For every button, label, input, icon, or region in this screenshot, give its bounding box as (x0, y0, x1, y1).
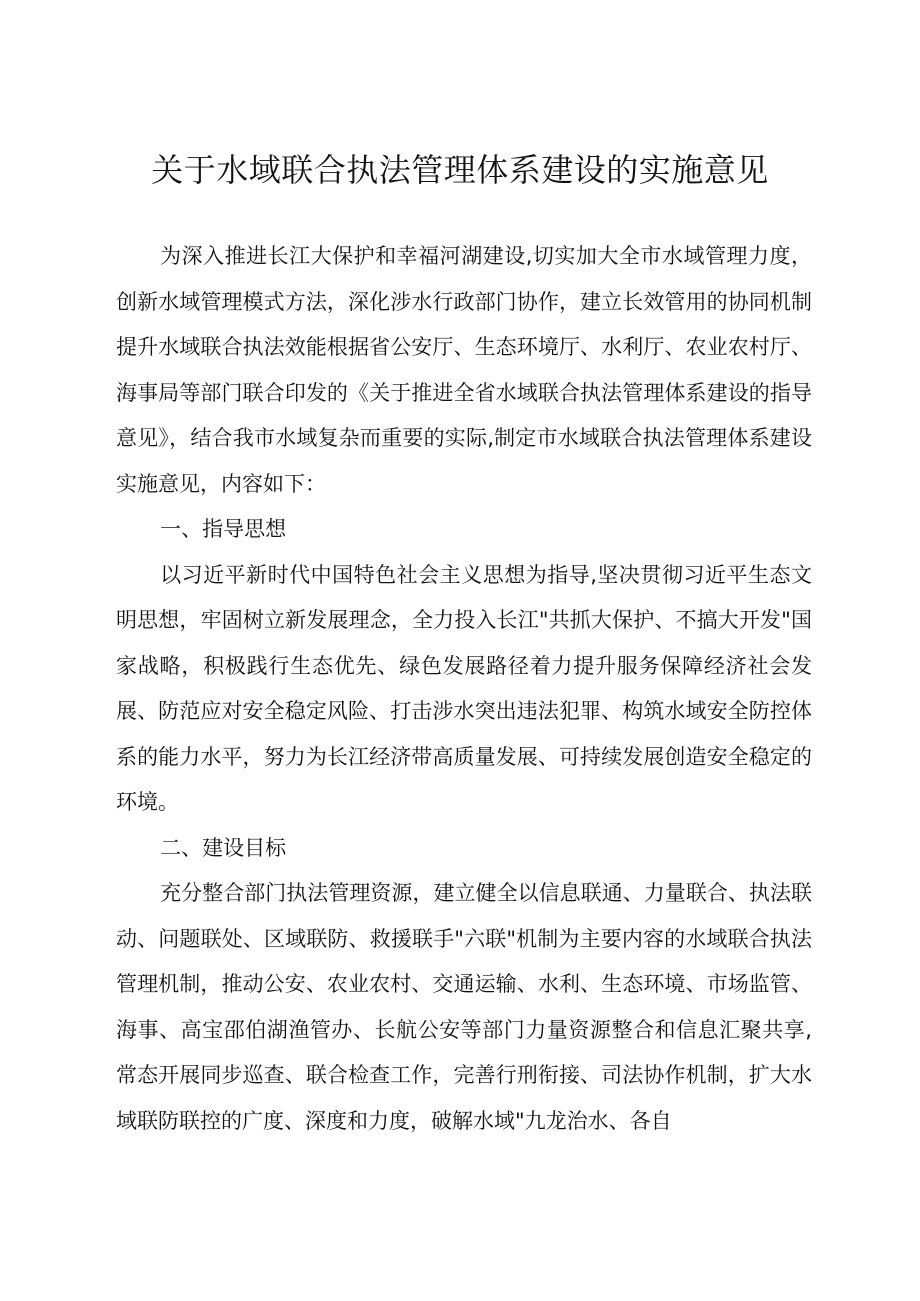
document-title: 关于水域联合执法管理体系建设的实施意见 (151, 151, 769, 189)
section-heading-construction-goals: 二、建设目标 (160, 835, 287, 860)
section-heading-guiding-ideology: 一、指导思想 (160, 517, 287, 541)
construction-goals-paragraph: 充分整合部门执法管理资源，建立健全以信息联通、力量联合、执法联动、问题联处、区域联防、救援联手"六联"机制为主要内容的水域联合执法管理机制，推动公安、农业农村、交通运输、水利、生态环境、市场监管、海事、高宝邵伯湖渔管办、长航公安等部门力量资源整合和信息汇聚共享,常态开展同步巡查、联合检查工作，完善行刑衔接、司法协作机制，扩大水域联防联控的广度、深度和力度，破解水域"九龙治水、各自 (116, 881, 812, 1133)
guiding-ideology-paragraph: 以习近平新时代中国特色社会主义思想为指导,坚决贯彻习近平生态文明思想，牢固树立新发展理念，全力投入长江"共抓大保护、不搞大开发"国家战略，积极践行生态优先、绿色发展路径着力提升服务保障经济社会发展、防范应对安全稳定风险、打击涉水突出违法犯罪、构筑水域安全防控体系的能力水平，努力为长江经济带高质量发展、可持续发展创造安全稳定的环境。 (116, 562, 812, 814)
document-body (116, 234, 812, 1144)
intro-paragraph: 为深入推进长江大保护和幸福河湖建设,切实加大全市水域管理力度，创新水域管理模式方法，深化涉水行政部门协作，建立长效管用的协同机制提升水域联合执法效能根据省公安厅、生态环境厅、水利厅、农业农村厅、海事局等部门联合印发的《关于推进全省水域联合执法管理体系建设的指导意见》，结合我市水域复杂而重要的实际,制定市水域联合执法管理体系建设实施意见，内容如下： (116, 244, 812, 496)
